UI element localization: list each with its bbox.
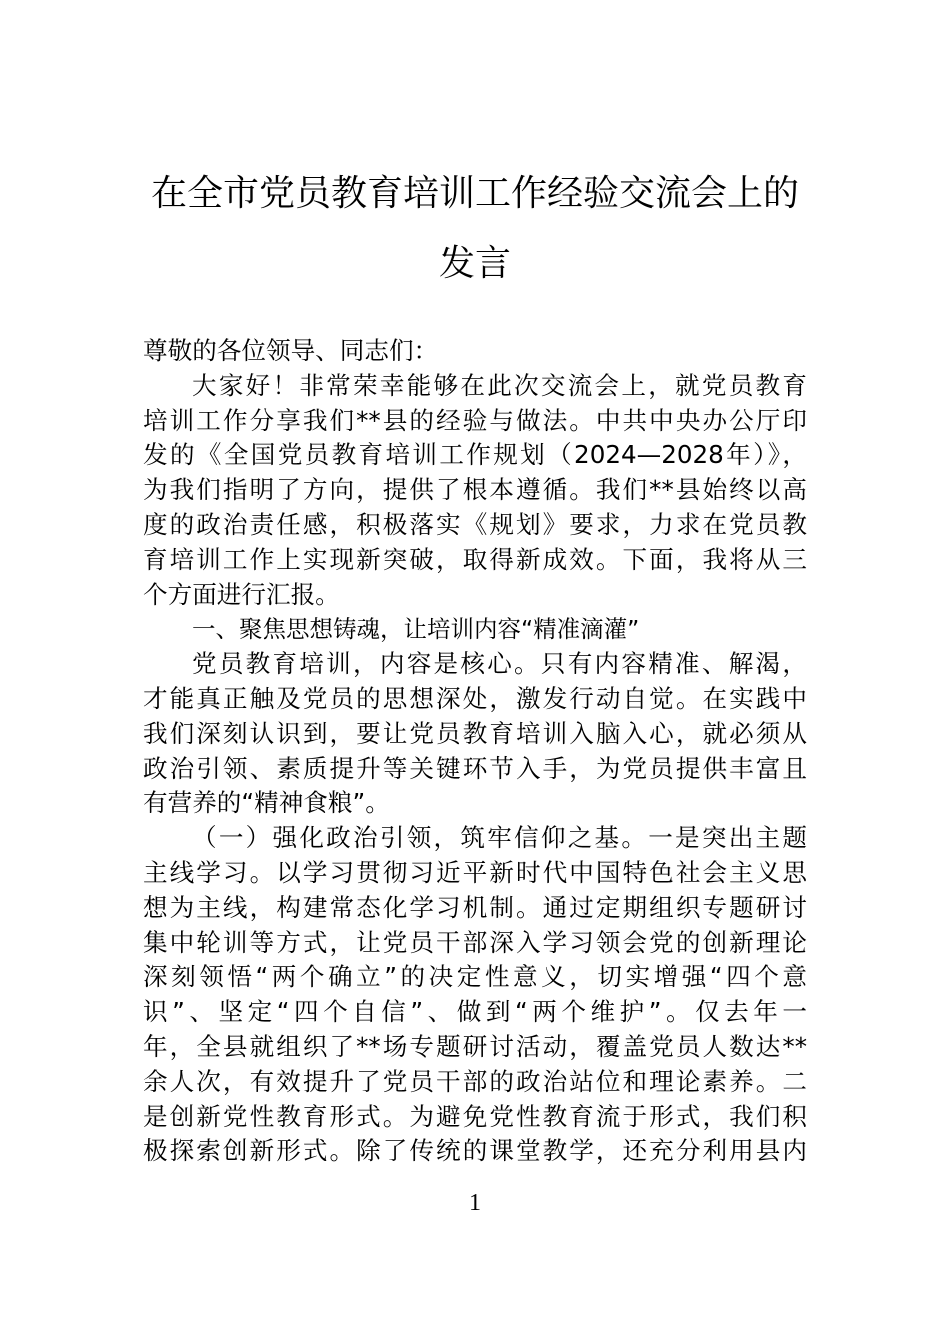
paragraph-line: 培训工作分享我们**县的经验与做法。中共中央办公厅印 (143, 405, 807, 435)
document-title-line-2: 发言 (438, 243, 511, 284)
paragraph-line: 想为主线，构建常态化学习机制。通过定期组织专题研讨 (143, 892, 807, 922)
document-title-line-1: 在全市党员教育培训工作经验交流会上的 (150, 173, 799, 214)
paragraph-line: 深刻领悟“两个确立”的决定性意义，切实增强“四个意 (143, 962, 807, 992)
paragraph-line: （一）强化政治引领，筑牢信仰之基。一是突出主题 (192, 823, 807, 853)
paragraph-line: 年，全县就组织了**场专题研讨活动，覆盖党员人数达** (143, 1031, 807, 1061)
paragraph-line: 育培训工作上实现新突破，取得新成效。下面，我将从三 (143, 544, 807, 574)
paragraph-line: 才能真正触及党员的思想深处，激发行动自觉。在实践中 (143, 683, 807, 713)
paragraph-line: 发的《全国党员教育培训工作规划（2024—2028年）》， (143, 440, 807, 470)
paragraph-line: 度的政治责任感，积极落实《规划》要求，力求在党员教 (143, 509, 807, 539)
page-number: 1 (469, 1190, 481, 1216)
paragraph-line: 我们深刻认识到，要让党员教育培训入脑入心，就必须从 (143, 718, 807, 748)
paragraph-line: 主线学习。以学习贯彻习近平新时代中国特色社会主义思 (143, 857, 807, 887)
paragraph-line: 集中轮训等方式，让党员干部深入学习领会党的创新理论 (143, 927, 807, 957)
document-body (143, 334, 807, 1169)
paragraph-line: 为我们指明了方向，提供了根本遵循。我们**县始终以高 (143, 475, 807, 505)
paragraph-line: 大家好！非常荣幸能够在此次交流会上，就党员教育 (192, 370, 807, 400)
paragraph-line: 是创新党性教育形式。为避免党性教育流于形式，我们积 (143, 1101, 807, 1131)
paragraph-line: 识”、坚定“四个自信”、做到“两个维护”。仅去年一 (143, 997, 807, 1027)
paragraph-line: 余人次，有效提升了党员干部的政治站位和理论素养。二 (143, 1066, 807, 1096)
section-heading: 一、聚焦思想铸魂，让培训内容“精准滴灌” (192, 615, 640, 644)
paragraph-line: 党员教育培训，内容是核心。只有内容精准、解渴， (192, 649, 807, 679)
salutation: 尊敬的各位领导、同志们： (143, 336, 439, 365)
paragraph-line: 极探索创新形式。除了传统的课堂教学，还充分利用县内 (143, 1136, 807, 1166)
paragraph-line: 个方面进行汇报。 (143, 579, 340, 609)
paragraph-line: 有营养的“精神食粮”。 (143, 788, 390, 818)
paragraph-line: 政治引领、素质提升等关键环节入手，为党员提供丰富且 (143, 753, 807, 783)
